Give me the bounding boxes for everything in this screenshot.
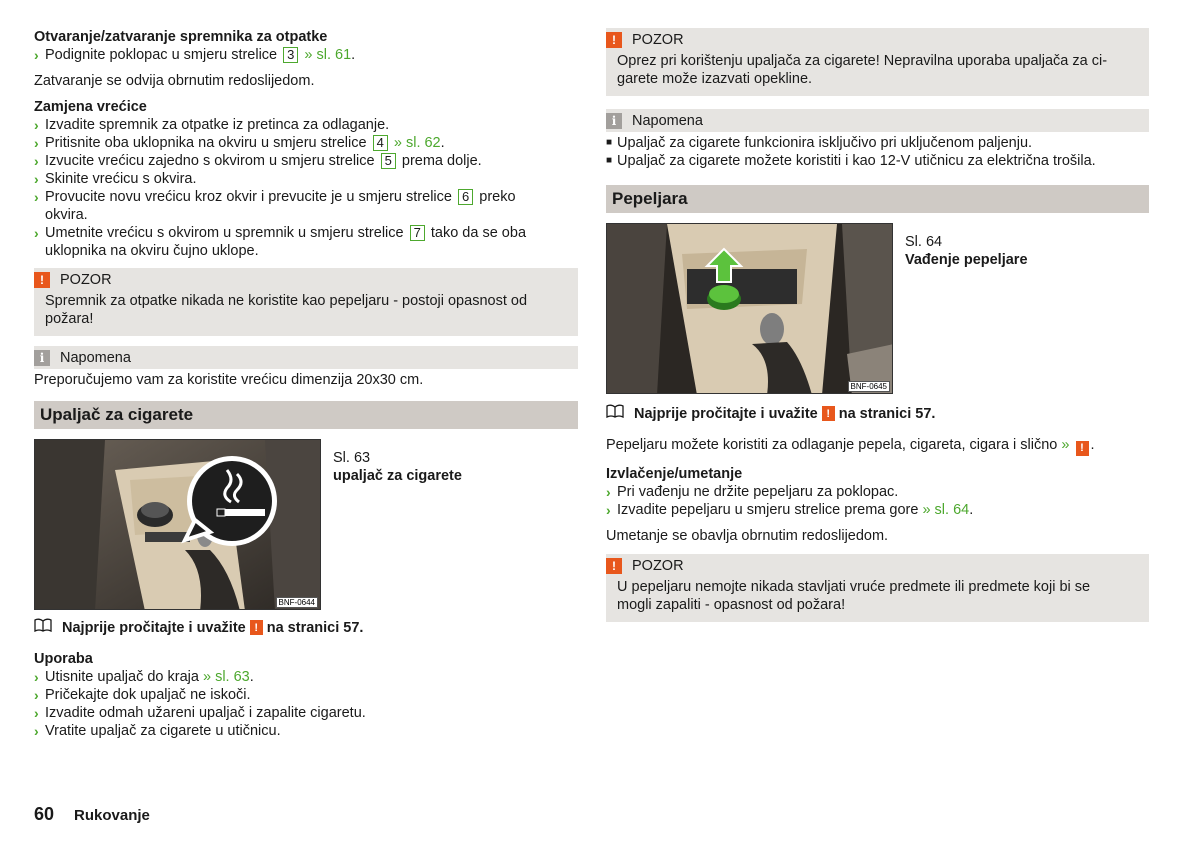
figure-link[interactable]: » sl. 64 — [922, 501, 970, 518]
warning-link[interactable]: » — [1061, 437, 1070, 453]
figure-ashtray — [606, 223, 1149, 394]
list-item: › Pričekajte dok upaljač ne iskoči. — [34, 687, 251, 703]
note-title: Napomena — [60, 350, 131, 366]
list-item: › Podignite poklopac u smjeru strelice 3 » sl. 61. — [34, 47, 356, 63]
figure-callout-number: 4 — [373, 135, 388, 151]
list-item: › Pritisnite oba uklopnika na okviru u smjeru strelice 4 » sl. 62. — [34, 135, 445, 151]
figure-code: BNF-0645 — [848, 381, 890, 392]
figure-code: BNF-0644 — [276, 597, 318, 608]
read-first-note: Najprije pročitajte i uvažite ! na stranici 57. — [606, 404, 1149, 423]
list-item: ■ Upaljač za cigarete funkcionira isključivo pri uključenom paljenju. — [606, 135, 1033, 151]
warning-box: ! POZOR Oprez pri korištenju upaljača za cigarete! Nepravilna uporaba upaljača za ci- garete može izazvati opekline. — [606, 28, 1149, 96]
subheading-use: Uporaba — [34, 651, 93, 667]
list-item: › Izvadite spremnik za otpatke iz pretinca za odlaganje. — [34, 117, 390, 133]
square-bullet-icon: ■ — [606, 137, 613, 148]
figure-link[interactable]: » sl. 62 — [393, 135, 441, 151]
warning-icon: ! — [606, 32, 622, 48]
arrow-bullet-icon: › — [34, 687, 39, 703]
list-item: › Pri vađenju ne držite pepeljaru za poklopac. — [606, 483, 899, 500]
warning-icon: ! — [822, 406, 835, 421]
section-heading-lighter: Upaljač za cigarete — [34, 401, 578, 429]
figure-caption: Sl. 63 upaljač za cigarete — [333, 450, 462, 484]
list-item: › Izvadite pepeljaru u smjeru strelice prema gore » sl. 64. — [606, 501, 974, 518]
page-number: 60 — [34, 804, 55, 824]
arrow-bullet-icon: › — [34, 705, 39, 721]
warning-icon: ! — [1076, 441, 1089, 456]
list-item: › Izvadite odmah užareni upaljač i zapalite cigaretu. — [34, 705, 366, 721]
arrow-bullet-icon: › — [34, 723, 39, 739]
warning-icon: ! — [34, 272, 50, 288]
list-item: › Provucite novu vrećicu kroz okvir i prevucite je u smjeru strelice 6 preko okvira. — [34, 189, 516, 223]
section-heading-ashtray: Pepeljara — [606, 185, 1149, 213]
arrow-bullet-icon: › — [34, 153, 39, 169]
arrow-bullet-icon: › — [34, 669, 39, 685]
arrow-bullet-icon: › — [34, 47, 39, 63]
arrow-bullet-icon: › — [606, 483, 611, 500]
figure-lighter — [34, 439, 578, 610]
paragraph: Zatvaranje se odvija obrnutim redoslijedom. — [34, 73, 315, 89]
list-item: › Izvucite vrećicu zajedno s okvirom u smjeru strelice 5 prema dolje. — [34, 153, 482, 169]
right-column — [606, 28, 1149, 622]
left-column — [34, 28, 578, 740]
warning-icon: ! — [250, 620, 263, 635]
warning-title: POZOR — [60, 272, 112, 288]
warning-icon: ! — [606, 558, 622, 574]
ashtray-illustration — [607, 224, 893, 394]
figure-link[interactable]: » sl. 63 — [202, 669, 250, 685]
figure-callout-number: 5 — [381, 153, 396, 169]
warning-title: POZOR — [632, 32, 684, 48]
paragraph: Umetanje se obavlja obrnutim redoslijedom. — [606, 527, 889, 544]
arrow-bullet-icon: › — [34, 117, 39, 133]
ashtray-photo — [606, 223, 893, 394]
paragraph: Pepeljaru možete koristiti za odlaganje pepela, cigareta, cigara i slično » ! . — [606, 437, 1095, 454]
note-box — [606, 109, 1149, 170]
warning-title: POZOR — [632, 557, 684, 574]
chapter-label: Rukovanje — [74, 807, 150, 824]
arrow-bullet-icon: › — [606, 501, 611, 518]
book-icon — [34, 618, 52, 637]
lighter-photo — [34, 439, 321, 610]
lighter-illustration — [35, 440, 321, 610]
warning-box: ! POZOR U pepeljaru nemojte nikada stavljati vruće predmete ili predmete koji bi se mogli zapaliti - opasnost od požara! — [606, 554, 1149, 622]
figure-callout-number: 3 — [283, 47, 298, 63]
note-box: i Napomena Preporučujemo vam za koristite vrećicu dimenzija 20x30 cm. — [34, 346, 578, 393]
list-item: › Vratite upaljač za cigarete u utičnicu. — [34, 723, 281, 739]
figure-caption: Sl. 64 Vađenje pepeljare — [905, 234, 1028, 268]
arrow-bullet-icon: › — [34, 171, 39, 187]
list-item: › Skinite vrećicu s okvira. — [34, 171, 197, 187]
subheading-open-close: Otvaranje/zatvaranje spremnika za otpatke — [34, 29, 328, 45]
list-item: ■ Upaljač za cigarete možete koristiti i kao 12-V utičnicu za električna trošila. — [606, 153, 1096, 169]
warning-box: ! POZOR Spremnik za otpatke nikada ne koristite kao pepeljaru - postoji opasnost od požara! — [34, 268, 578, 336]
note-title: Napomena — [632, 113, 703, 129]
figure-callout-number: 6 — [458, 189, 473, 205]
list-item: › Utisnite upaljač do kraja » sl. 63. — [34, 669, 254, 685]
subheading-remove-insert: Izvlačenje/umetanje — [606, 465, 743, 482]
figure-link[interactable]: » sl. 61 — [304, 47, 352, 63]
arrow-bullet-icon: › — [34, 225, 39, 241]
square-bullet-icon: ■ — [606, 155, 613, 166]
info-icon: i — [606, 113, 622, 129]
arrow-bullet-icon: › — [34, 189, 39, 205]
arrow-bullet-icon: › — [34, 135, 39, 151]
page-footer — [34, 805, 150, 825]
book-icon — [606, 404, 624, 423]
info-icon: i — [34, 350, 50, 366]
read-first-note: Najprije pročitajte i uvažite ! na stranici 57. — [34, 618, 578, 637]
subheading-bag-replacement: Zamjena vrećice — [34, 99, 147, 115]
figure-callout-number: 7 — [410, 225, 425, 241]
list-item: › Umetnite vrećicu s okvirom u spremnik u smjeru strelice 7 tako da se oba uklopnika na okviru čujno uklope. — [34, 225, 527, 259]
